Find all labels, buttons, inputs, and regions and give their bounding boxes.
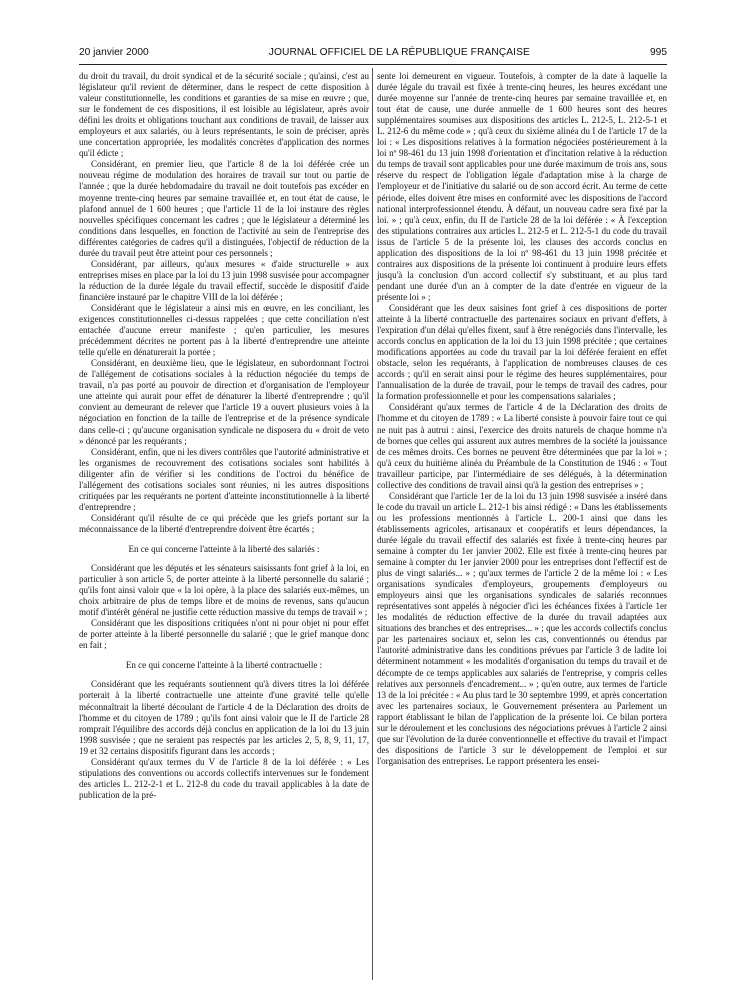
paragraph: Considérant que les requérants soutiennent qu'à divers titres la loi déférée porterait à la liberté contractuelle une atteinte d'une gravité telle qu'elle méconnaîtrait la liberté découlant de l'article 4 de la Déclaration des droits de l'homme et du citoyen de 1789 ; qu'ils font ainsi valoir que le II de l'article 28 romprait l'équilibre des accords déjà conclus en application de la loi du 13 juin 1998 susvisée ; que ne seraient pas respectés par les articles 2, 5, 8, 9, 11, 17, 19 et 32 certains dispositifs figurant dans les accords ; xyxy=(79,679,369,756)
header-date: 20 janvier 2000 xyxy=(79,47,149,58)
paragraph: Considérant que l'article 1er de la loi du 13 juin 1998 susvisée a inséré dans le code du travail un article L. 212-1 bis ainsi rédigé : « Dans les établissements ou les professions mentionnés à l'article L. 200-1 ainsi que dans les établissements agricoles, artisanaux et coopératifs et leurs dépendances, la durée légale du travail effectif des salariés est fixée à trente-cinq heures par semaine à compter du 1er janvier 2002. Elle est fixée à trente-cinq heures par semaine à compter du 1er janvier 2000 pour les entreprises dont l'effectif est de plus de vingt salariés... » ; qu'aux termes de l'article 2 de la même loi : « Les organisations syndicales d'employeurs, groupements d'employeurs ou employeurs ainsi que les organisations syndicales de salariés reconnues représentatives sont appelés à négocier d'ici les échéances fixées à l'article 1er les modalités de réduction effective de la durée du travail adaptées aux situations des branches et des entreprises... » ; que les accords collectifs conclus par les partenaires sociaux et, selon les cas, conventionnés ou étendus par l'autorité administrative dans les conditions prévues par l'article 3 de ladite loi déterminent notamment « les modalités d'organisation du temps du travail et de décompte de ce temps applicables aux salariés de l'entreprise, y compris celles relatives aux personnels d'encadrement... » ; qu'en outre, aux termes de l'article 13 de la loi précitée : « Au plus tard le 30 septembre 1999, et après concertation avec les partenaires sociaux, le Gouvernement présentera au Parlement un rapport établissant le bilan de l'application de la présente loi. Ce bilan portera sur le déroulement et les conclusions des négociations prévues à l'article 2 ainsi que sur l'évolution de la durée conventionnelle et effective du travail et l'impact des dispositions de l'article 3 sur le développement de l'emploi et sur l'organisation des entreprises. Le rapport présentera les ensei- xyxy=(377,490,667,766)
section-heading: En ce qui concerne l'atteinte à la liberté contractuelle : xyxy=(125,660,323,671)
left-column xyxy=(79,71,369,801)
paragraph: Considérant, en premier lieu, que l'article 8 de la loi déférée crée un nouveau régime de modulation des horaires de travail sur tout ou partie de l'année ; que la durée hebdomadaire du travail ne doit toutefois pas excéder en moyenne trente-cinq heures par semaine travaillée et, en tout état de cause, le plafond annuel de 1 600 heures ; que l'article 11 de la loi instaure des règles nouvelles spécifiques concernant les cadres ; que le législateur a déterminé les conditions dans lesquelles, en fonction de l'activité au sein de l'entreprise des différentes catégories de cadres qu'il a distinguées, l'objectif de réduction de la durée du travail peut être atteint pour ces personnels ; xyxy=(79,159,369,258)
header-journal-title: JOURNAL OFFICIEL DE LA RÉPUBLIQUE FRANÇAISE xyxy=(268,47,530,58)
header-page-number: 995 xyxy=(649,47,667,58)
paragraph: Considérant qu'aux termes de l'article 4 de la Déclaration des droits de l'homme et du citoyen de 1789 : « La liberté consiste à pouvoir faire tout ce qui ne nuit pas à autrui : ainsi, l'exercice des droits naturels de chaque homme n'a de bornes que celles qui assurent aux autres membres de la société la jouissance de ces mêmes droits. Ces bornes ne peuvent être déterminées que par la loi » ; qu'à ceux du huitième alinéa du Préambule de la Constitution de 1946 : « Tout travailleur participe, par l'intermédiaire de ses délégués, à la détermination collective des conditions de travail ainsi qu'à la gestion des entreprises » ; xyxy=(377,402,667,490)
paragraph: Considérant qu'il résulte de ce qui précède que les griefs portant sur la méconnaissance de la liberté d'entreprendre doivent être écartés ; xyxy=(79,512,369,534)
paragraph: Considérant qu'aux termes du V de l'article 8 de la loi déférée : « Les stipulations des conventions ou accords collectifs intervenues sur le fondement des articles L. 212-2-1 et L. 212-8 du code du travail applicables à la date de publication de la pré- xyxy=(79,756,369,800)
paragraph: Considérant que les deux saisines font grief à ces dispositions de porter atteinte à la liberté contractuelle des partenaires sociaux en privant d'effets, à l'expiration d'un délai qu'elles fixent, sauf à être renégociés dans l'intervalle, les accords conclus en application de la loi du 13 juin 1998 précitée ; que certaines modifications apportées au code du travail par la loi déférée feraient en effet obstacle, selon les requérants, à l'application de nombreuses clauses de ces accords ; qu'il en serait ainsi pour le régime des heures supplémentaires, pour l'annualisation de la durée de travail, pour le temps de travail des cadres, pour la formation professionnelle et pour les compensations salariales ; xyxy=(377,302,667,402)
paragraph: Considérant, en deuxième lieu, que le législateur, en subordonnant l'octroi de l'allégement de cotisations sociales à la réduction négociée du temps de travail, n'a pas porté au pouvoir de direction et d'organisation de l'employeur une atteinte qui aurait pour effet de dénaturer la liberté d'entreprendre ; qu'il convient au demeurant de relever que l'article 19 a ouvert plusieurs voies à la négociation en fonction de la taille de l'entreprise et de la présence syndicale dans celle-ci ; qu'aucune organisation syndicale ne disposera du « droit de veto » dénoncé par les requérants ; xyxy=(79,358,369,446)
section-heading: En ce qui concerne l'atteinte à la liberté des salariés : xyxy=(128,543,320,554)
paragraph: Considérant, enfin, que ni les divers contrôles que l'autorité administrative et les organismes de recouvrement des cotisations sociales sont habilités à diligenter afin de vérifier si les conditions de l'octroi du bénéfice de l'allégement des cotisations sociales sont réunies, ni les autres dispositions critiquées par les requérants ne portent d'atteinte inconstitutionnelle à la liberté d'entreprendre ; xyxy=(79,446,369,512)
paragraph-continued: sente loi demeurent en vigueur. Toutefois, à compter de la date à laquelle la durée légale du travail est fixée à trente-cinq heures, les heures excédant une durée moyenne sur l'année de trente-cinq heures par semaine travaillée et, en tout état de cause, une durée annuelle de 1 600 heures sont des heures supplémentaires soumises aux dispositions des articles L. 212-5, L. 212-5-1 et L. 212-6 du même code » ; qu'à ceux du sixième alinéa du I de l'article 17 de la loi : « Les dispositions relatives à la formation négociées postérieurement à la loi nº 98-461 du 13 juin 1998 d'orientation et d'incitation relative à la réduction du temps de travail sont applicables pour une durée maximum de trois ans, sous réserve du respect de l'obligation légale d'adaptation mise à la charge de l'employeur et de l'initiative du salarié ou de son accord écrit. Au terme de cette période, elles doivent être mises en conformité avec les dispositions de l'accord national interprofessionnel étendu. À défaut, un nouveau cadre sera fixé par la loi. » ; qu'à ceux, enfin, du II de l'article 28 de la loi déférée : « À l'exception des stipulations contraires aux articles L. 212-5 et L. 212-5-1 du code du travail issus de l'article 5 de la présente loi, les clauses des accords conclus en application des dispositions de la loi nº 98-461 du 13 juin 1998 précitée et contraires aux dispositions de la présente loi continuent à produire leurs effets jusqu'à la conclusion d'un accord collectif s'y substituant, et au plus tard pendant une durée d'un an à compter de la date d'entrée en vigueur de la présente loi » ; xyxy=(377,71,667,302)
right-column xyxy=(377,71,667,767)
column-divider xyxy=(372,68,373,980)
paragraph: Considérant que le législateur a ainsi mis en œuvre, en les conciliant, les exigences constitutionnelles ci-dessus rappelées ; que cette conciliation n'est entachée d'aucune erreur manifeste ; qu'en particulier, les mesures précédemment décrites ne portent pas à la liberté d'entreprendre une atteinte telle qu'elle en dénaturerait la portée ; xyxy=(79,302,369,358)
header-rule xyxy=(79,64,667,65)
paragraph: Considérant que les députés et les sénateurs saisissants font grief à la loi, en particulier à son article 5, de porter atteinte à la liberté personnelle du salarié ; qu'ils font ainsi valoir que « la loi opère, à la place des salariés eux-mêmes, un choix arbitraire de plus de temps libre et de moins de revenus, sans qu'aucun motif d'intérêt général ne justifie cette réduction massive du temps de travail » ; xyxy=(79,563,369,618)
page-header xyxy=(79,47,667,61)
paragraph-continued: du droit du travail, du droit syndical et de la sécurité sociale ; qu'ainsi, c'est au législateur qu'il revient de déterminer, dans le respect de cette disposition à valeur constitutionnelle, les conditions et garanties de sa mise en œuvre ; que, sur le fondement de ces dispositions, il est loisible au législateur, après avoir défini les droits et obligations touchant aux conditions de travail, de laisser aux employeurs et aux salariés, ou à leurs représentants, le soin de préciser, après une concertation appropriée, les modalités concrètes d'application des normes qu'il édicte ; xyxy=(79,71,369,159)
paragraph: Considérant, par ailleurs, qu'aux mesures « d'aide structurelle » aux entreprises mises en place par la loi du 13 juin 1998 susvisée pour accompagner la réduction de la durée légale du travail effectif, succède le dispositif d'aide financière instauré par le chapitre VIII de la loi déférée ; xyxy=(79,258,369,302)
paragraph: Considérant que les dispositions critiquées n'ont ni pour objet ni pour effet de porter atteinte à la liberté personnelle du salarié ; que le grief manque donc en fait ; xyxy=(79,618,369,651)
